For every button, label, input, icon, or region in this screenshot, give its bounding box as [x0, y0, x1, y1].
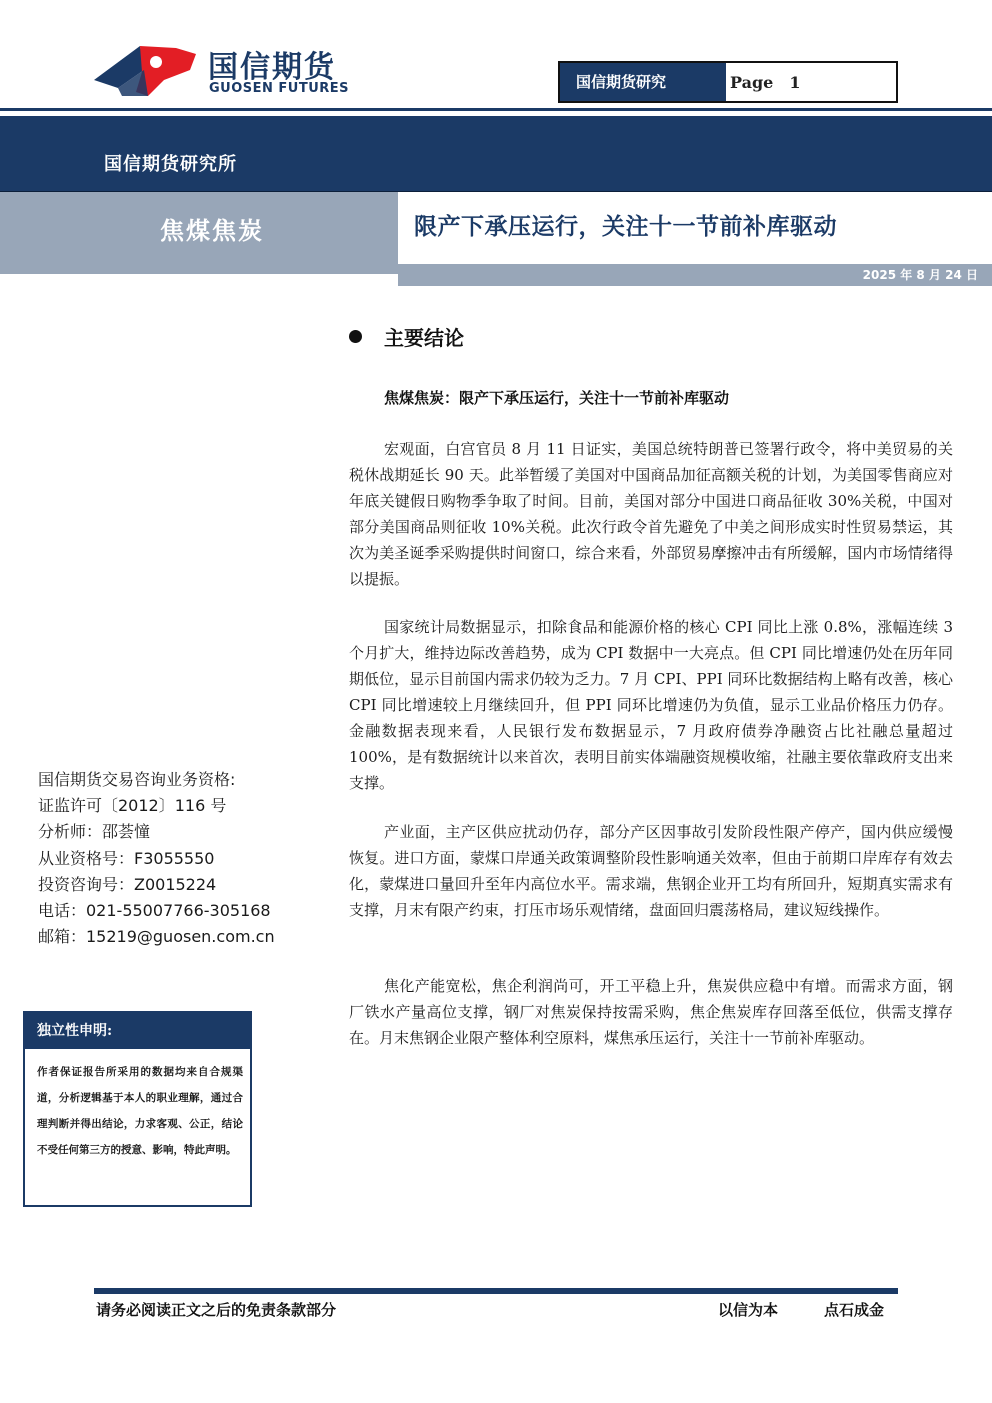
- page-indicator: [558, 61, 898, 103]
- header-divider: [0, 108, 992, 111]
- paragraph-macro: 宏观面，白宫官员 8 月 11 日证实，美国总统特朗普已签署行政令，将中美贸易的关税休战期延长 90 天。此举暂缓了美国对中国商品加征高额关税的计划，为美国零售商应对年底关键假日购物季争取了时间。目前，美国对部分中国进口商品征收 30%关税，中国对部分美国商品则征收 10%关税。此次行政令首先避免了中美之间形成实时性贸易禁运，其次为美圣诞季采购提供时间窗口，综合来看，外部贸易摩擦冲击有所缓解，国内市场情绪得以提振。: [349, 440, 953, 588]
- paragraph-coke: 焦化产能宽松，焦企利润尚可，开工平稳上升，焦炭供应稳中有增。而需求方面，钢厂铁水产量高位支撑，钢厂对焦炭保持按需采购，焦企焦炭库存回落至低位，供需支撑存在。月末焦钢企业限产整体利空原料，煤焦承压运行，关注十一节前补库驱动。: [349, 977, 953, 1047]
- sub-heading: 焦煤焦炭：限产下承压运行，关注十一节前补库驱动: [384, 389, 730, 407]
- page-number: Page 1: [730, 73, 801, 92]
- qualification-line: 国信期货交易咨询业务资格:: [38, 770, 236, 789]
- declaration-text: 作者保证报告所采用的数据均来自合规渠道，分析逻辑基于本人的职业理解，通过合理判断并得出结论，力求客观、公正，结论不受任何第三方的授意、影响，特此声明。: [37, 1066, 243, 1156]
- paragraph-statistics: 国家统计局数据显示，扣除食品和能源价格的核心 CPI 同比上涨 0.8%，涨幅连续 3 个月扩大，维持边际改善趋势，成为 CPI 数据中一大亮点。但 CPI 同比增速仍处在历年同期低位，显示目前国内需求仍较为乏力。7 月 CPI、PPI 同环比数据结构上略有改善，核心 CPI 同比增速较上月继续回升，但 PPI 同环比增速仍为负值，显示工业品价格压力仍存。金融数据表现来看，人民银行发布数据显示，7 月政府债券净融资占比社融总量超过 100%，是有数据统计以来首次，表明目前实体端融资规模收缩，社融主要依靠政府支出来支撑。: [349, 618, 953, 792]
- section-heading: 主要结论: [384, 326, 464, 350]
- footer-motto-1: 以信为本: [718, 1301, 779, 1319]
- report-date: 2025 年 8 月 24 日: [862, 268, 978, 282]
- independence-declaration: [23, 1011, 252, 1207]
- brand-name-en: GUOSEN FUTURES: [209, 81, 350, 96]
- footer-motto-2: 点石成金: [824, 1301, 885, 1319]
- practice-cert-number: 从业资格号：F3055550: [38, 848, 215, 868]
- report-category: 焦煤焦炭: [160, 216, 264, 245]
- footer-divider: [94, 1288, 898, 1294]
- footer-disclaimer: 请务必阅读正文之后的免责条款部分: [96, 1301, 337, 1319]
- guosen-logo-icon: [92, 40, 202, 102]
- brand-name-cn: 国信期货: [208, 50, 336, 85]
- declaration-title: 独立性申明:: [25, 1013, 250, 1049]
- analyst-info: [38, 767, 275, 950]
- license-line: 证监许可〔2012〕116 号: [38, 796, 227, 816]
- page-label: 国信期货研究: [560, 63, 726, 101]
- email-address: 邮箱：15219@guosen.com.cn: [38, 927, 275, 947]
- analyst-name: 分析师：邵荟憧: [38, 822, 151, 842]
- institute-name: 国信期货研究所: [104, 154, 237, 175]
- bullet-icon: [349, 330, 362, 343]
- paragraph-industry: 产业面，主产区供应扰动仍存，部分产区因事故引发阶段性限产停产，国内供应缓慢恢复。进口方面，蒙煤口岸通关政策调整阶段性影响通关效率，但由于前期口岸库存有效去化，蒙煤进口量回升至年内高位水平。需求端，焦钢企业开工均有所回升，短期真实需求有支撑，月末有限产约束，打压市场乐观情绪，盘面回归震荡格局，建议短线操作。: [349, 823, 953, 919]
- report-title: 限产下承压运行，关注十一节前补库驱动: [414, 213, 837, 240]
- phone-number: 电话：021-55007766-305168: [38, 901, 271, 921]
- advisory-cert-number: 投资咨询号：Z0015224: [38, 874, 217, 894]
